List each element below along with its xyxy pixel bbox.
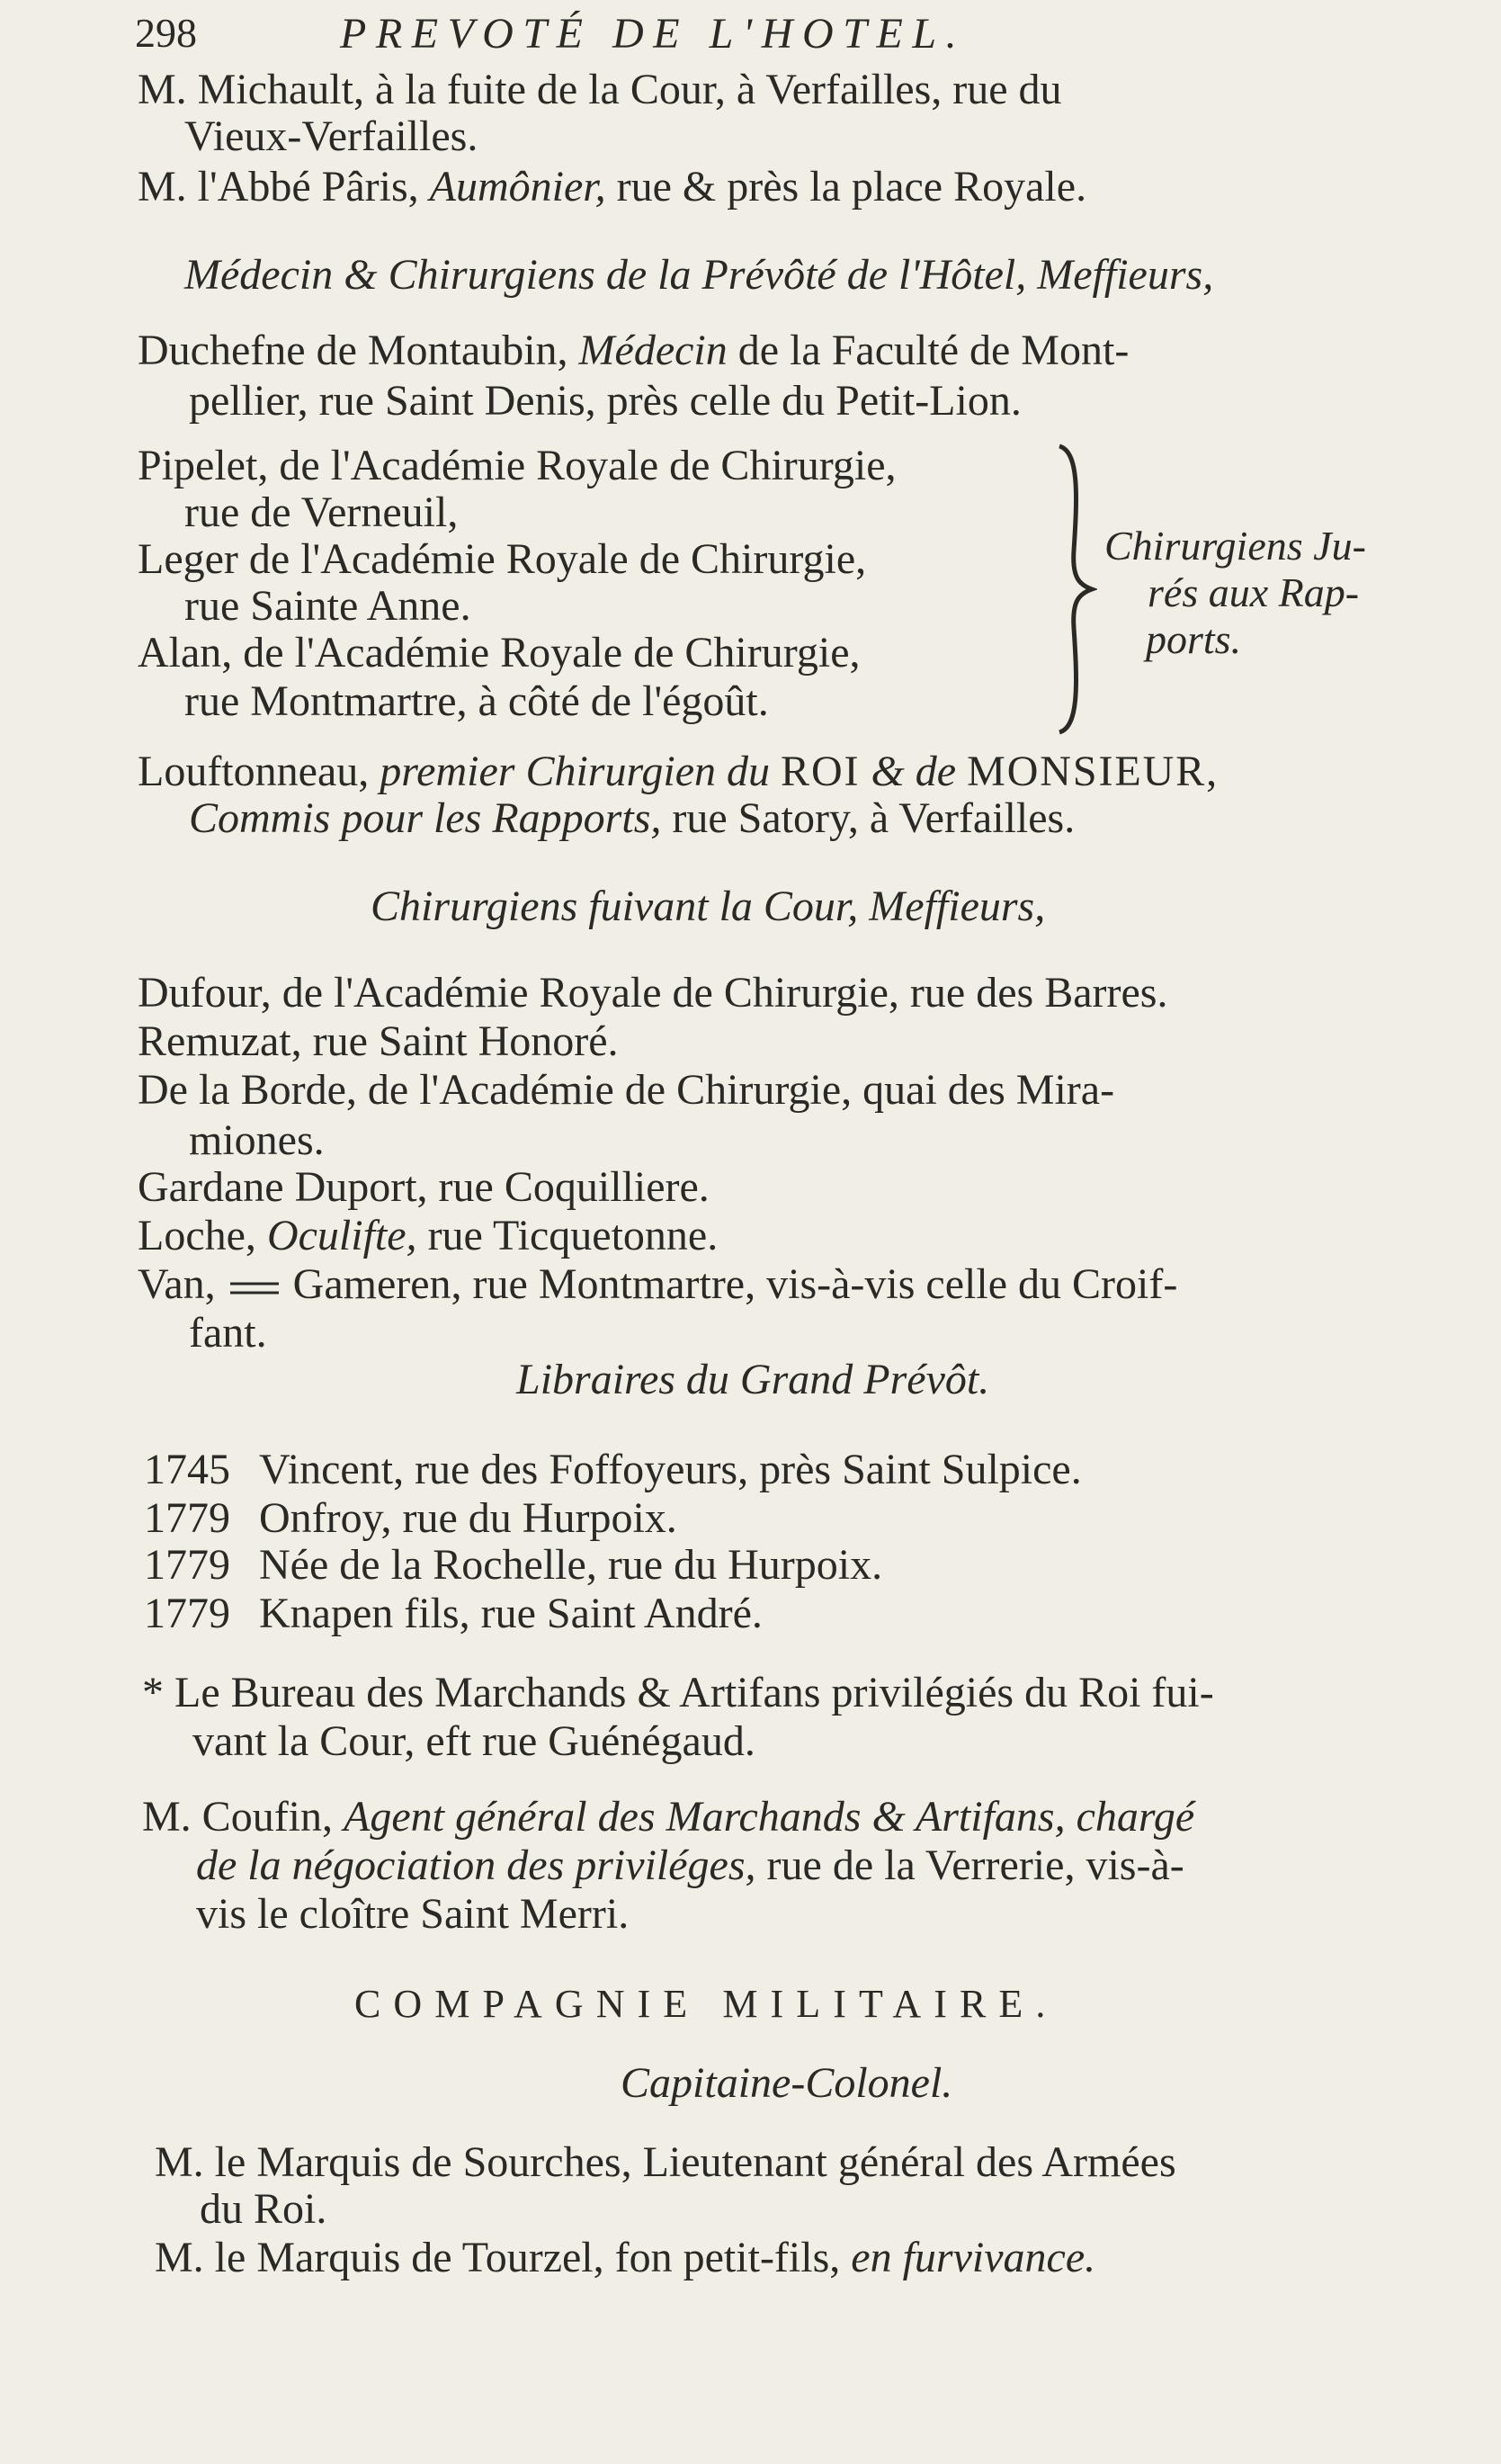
brace-label-3: ports. bbox=[1146, 616, 1242, 662]
libraire-row bbox=[144, 1541, 883, 1589]
entry-pipelet-2: rue de Verneuil, bbox=[184, 488, 459, 536]
entry-alan-1: Alan, de l'Académie Royale de Chirurgie, bbox=[138, 629, 861, 676]
libraire-row bbox=[144, 1448, 1082, 1492]
curly-brace-icon bbox=[1052, 443, 1097, 736]
entry-coufin-negociation: de la négociation des priviléges, bbox=[196, 1841, 756, 1889]
entry-delaborde-2: miones. bbox=[189, 1116, 325, 1164]
entry-paris bbox=[138, 163, 1087, 211]
entry-duchesne-name: Duchefne de Montaubin, bbox=[138, 327, 568, 374]
libraire-row bbox=[144, 1494, 677, 1542]
entry-tourzel bbox=[155, 2236, 1095, 2280]
entry-louftonneau-monsieur: MONSIEUR, bbox=[967, 748, 1220, 795]
running-title: PREVOTÉ DE L'HOTEL. bbox=[340, 10, 967, 58]
entry-louftonneau-2 bbox=[189, 794, 1076, 842]
entry-michault-2: Vieux-Verfailles. bbox=[184, 112, 478, 160]
entry-van-name: Van, bbox=[138, 1260, 216, 1308]
libraire-year: 1779 bbox=[144, 1590, 230, 1637]
entry-coufin-1 bbox=[142, 1793, 1195, 1841]
entry-paris-name: M. l'Abbé Pâris, bbox=[138, 163, 419, 211]
entry-loche-name: Loche, bbox=[138, 1212, 256, 1259]
double-dash-icon bbox=[227, 1275, 282, 1302]
entry-duchesne-2: pellier, rue Saint Denis, près celle du Petit-Lion. bbox=[189, 377, 1022, 425]
libraire-row bbox=[144, 1592, 763, 1635]
page-number: 298 bbox=[135, 10, 197, 56]
entry-louftonneau-and: & de bbox=[871, 748, 957, 795]
section-heading-capitaine: Capitaine-Colonel. bbox=[621, 2059, 953, 2107]
entry-pipelet-1: Pipelet, de l'Académie Royale de Chirurgie, bbox=[138, 442, 897, 489]
libraire-text: Vincent, rue des Foffoyeurs, près Saint Sulpice. bbox=[259, 1446, 1082, 1493]
section-heading-compagnie: COMPAGNIE MILITAIRE. bbox=[354, 1982, 1059, 2026]
entry-louftonneau-address: rue Satory, à Verfailles. bbox=[672, 794, 1076, 842]
libraire-year: 1779 bbox=[144, 1494, 230, 1542]
entry-tourzel-name: M. le Marquis de Tourzel, fon petit-fils, bbox=[155, 2234, 841, 2281]
entry-leger-2: rue Sainte Anne. bbox=[184, 582, 471, 630]
entry-alan-2: rue Montmartre, à côté de l'égoût. bbox=[184, 677, 769, 725]
section-heading-medecin: Médecin & Chirurgiens de la Prévôté de l'Hôtel, Meffieurs, bbox=[184, 251, 1214, 299]
libraire-text: Onfroy, rue du Hurpoix. bbox=[259, 1494, 677, 1542]
brace-label-2: rés aux Rap- bbox=[1148, 569, 1360, 615]
entry-remuzat: Remuzat, rue Saint Honoré. bbox=[138, 1017, 619, 1065]
entry-paris-address: rue & près la place Royale. bbox=[616, 163, 1087, 211]
entry-coufin-role: Agent général des Marchands & Artifans, chargé bbox=[344, 1793, 1195, 1841]
section-heading-chirurgiens: Chirurgiens fuivant la Cour, Meffieurs, bbox=[371, 883, 1046, 930]
entry-bureau-2: vant la Cour, eft rue Guénégaud. bbox=[192, 1717, 755, 1765]
entry-coufin-name: M. Coufin, bbox=[142, 1793, 334, 1841]
entry-coufin-2 bbox=[196, 1841, 1184, 1889]
entry-louftonneau-name: Louftonneau, bbox=[138, 748, 370, 795]
entry-van-text: Gameren, rue Montmartre, vis-à-vis celle du Croif- bbox=[292, 1260, 1178, 1308]
entry-louftonneau-roi: ROI bbox=[781, 748, 861, 795]
entry-loche-address: rue Ticquetonne. bbox=[427, 1212, 719, 1259]
entry-loche bbox=[138, 1214, 718, 1258]
entry-loche-role: Oculifte, bbox=[266, 1212, 417, 1259]
entry-duchesne-role: Médecin bbox=[578, 327, 728, 374]
entry-tourzel-role: en furvivance. bbox=[851, 2234, 1096, 2281]
libraire-text: Knapen fils, rue Saint André. bbox=[259, 1590, 763, 1637]
entry-louftonneau-1 bbox=[138, 750, 1219, 793]
entry-louftonneau-commis: Commis pour les Rapports, bbox=[189, 794, 662, 842]
entry-sourches-2: du Roi. bbox=[200, 2185, 327, 2233]
entry-louftonneau-role: premier Chirurgien du bbox=[380, 748, 771, 795]
section-heading-libraires: Libraires du Grand Prévôt. bbox=[516, 1356, 990, 1403]
entry-bureau-1: * Le Bureau des Marchands & Artifans privilégiés du Roi fui- bbox=[142, 1669, 1214, 1716]
entry-van-1 bbox=[138, 1260, 1178, 1308]
entry-leger-1: Leger de l'Académie Royale de Chirurgie, bbox=[138, 535, 867, 583]
libraire-text: Née de la Rochelle, rue du Hurpoix. bbox=[259, 1541, 883, 1589]
entry-dufour: Dufour, de l'Académie Royale de Chirurgie, rue des Barres. bbox=[138, 969, 1168, 1017]
entry-delaborde-1: De la Borde, de l'Académie de Chirurgie, quai des Mira- bbox=[138, 1066, 1115, 1114]
entry-sourches-1: M. le Marquis de Sourches, Lieutenant général des Armées bbox=[155, 2138, 1176, 2186]
libraire-year: 1779 bbox=[144, 1541, 230, 1589]
entry-gardane: Gardane Duport, rue Coquilliere. bbox=[138, 1163, 710, 1211]
entry-michault-1: M. Michault, à la fuite de la Cour, à Verfailles, rue du bbox=[138, 66, 1062, 113]
brace-label-1: Chirurgiens Ju- bbox=[1104, 523, 1366, 569]
entry-paris-role: Aumônier, bbox=[429, 163, 606, 211]
entry-duchesne-1 bbox=[138, 329, 1129, 372]
entry-coufin-3: vis le cloître Saint Merri. bbox=[196, 1890, 630, 1938]
entry-van-2: fant. bbox=[189, 1309, 267, 1357]
libraire-year: 1745 bbox=[144, 1446, 230, 1493]
entry-coufin-address: rue de la Verrerie, vis-à- bbox=[766, 1841, 1184, 1889]
entry-duchesne-faculty: de la Faculté de Mont- bbox=[737, 327, 1130, 374]
